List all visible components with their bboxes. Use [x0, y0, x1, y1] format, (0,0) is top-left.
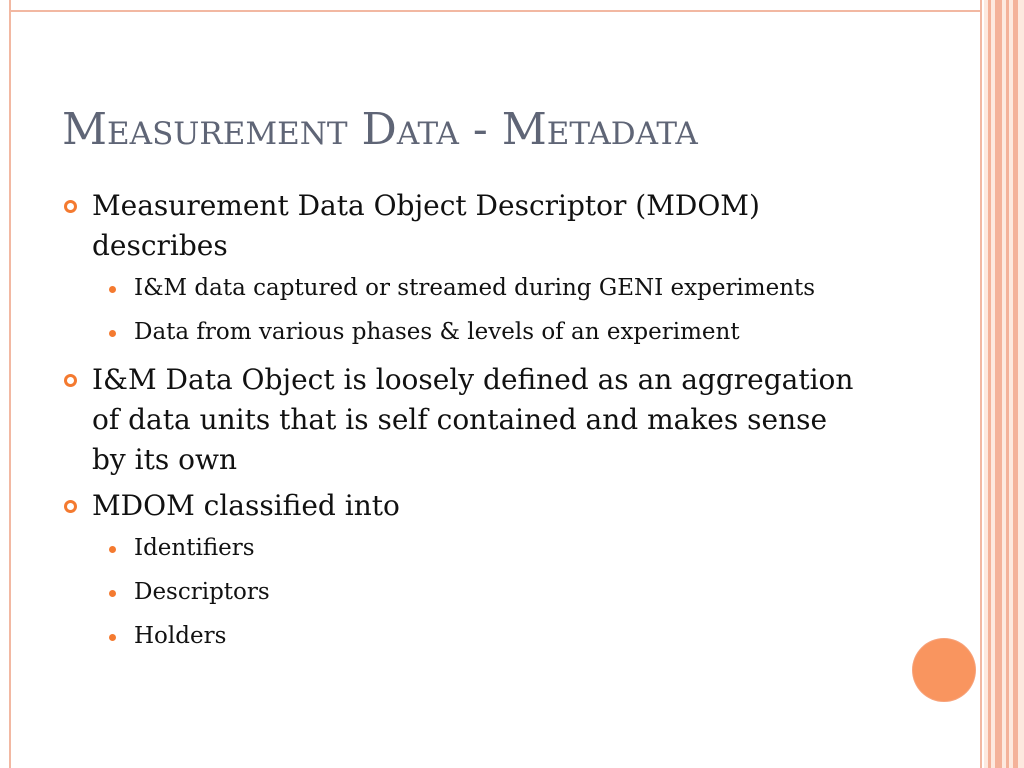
bullet-item — [64, 486, 864, 526]
sub-bullet-text: Holders — [134, 623, 227, 649]
stripe — [988, 0, 991, 768]
sub-bullet-list — [64, 532, 864, 653]
stripe — [1013, 0, 1018, 768]
sub-bullet-text: Data from various phases & levels of an experiment — [134, 319, 740, 345]
bullet-text: I&M Data Object is loosely defined as an aggregation of data units that is self contained and makes sense by its own — [92, 363, 854, 476]
stripe — [995, 0, 1002, 768]
slide-title: Measurement Data - Metadata — [62, 104, 698, 155]
frame-top-line — [9, 10, 982, 12]
dot-bullet-icon — [109, 590, 116, 597]
stripe — [1006, 0, 1009, 768]
sub-bullet-text: Identifiers — [134, 535, 255, 561]
sub-bullet-text: I&M data captured or streamed during GENI experiments — [134, 275, 816, 301]
ring-bullet-icon — [64, 200, 77, 213]
dot-bullet-icon — [109, 634, 116, 641]
sub-bullet-item — [64, 576, 864, 609]
bullet-item — [64, 186, 864, 266]
bullet-item — [64, 360, 864, 480]
frame-right-line — [980, 0, 982, 768]
sub-bullet-list — [64, 272, 864, 349]
dot-bullet-icon — [109, 546, 116, 553]
sub-bullet-item — [64, 532, 864, 565]
frame-left-line — [9, 0, 11, 768]
sub-bullet-text: Descriptors — [134, 579, 270, 605]
dot-bullet-icon — [109, 286, 116, 293]
bullet-list — [64, 186, 864, 664]
bullet-text: MDOM classified into — [92, 489, 400, 522]
sub-bullet-item — [64, 620, 864, 653]
decorative-circle — [913, 639, 975, 701]
bullet-text: Measurement Data Object Descriptor (MDOM) describes — [92, 189, 760, 262]
ring-bullet-icon — [64, 374, 77, 387]
dot-bullet-icon — [109, 330, 116, 337]
sub-bullet-item — [64, 272, 864, 305]
ring-bullet-icon — [64, 500, 77, 513]
sub-bullet-item — [64, 316, 864, 349]
